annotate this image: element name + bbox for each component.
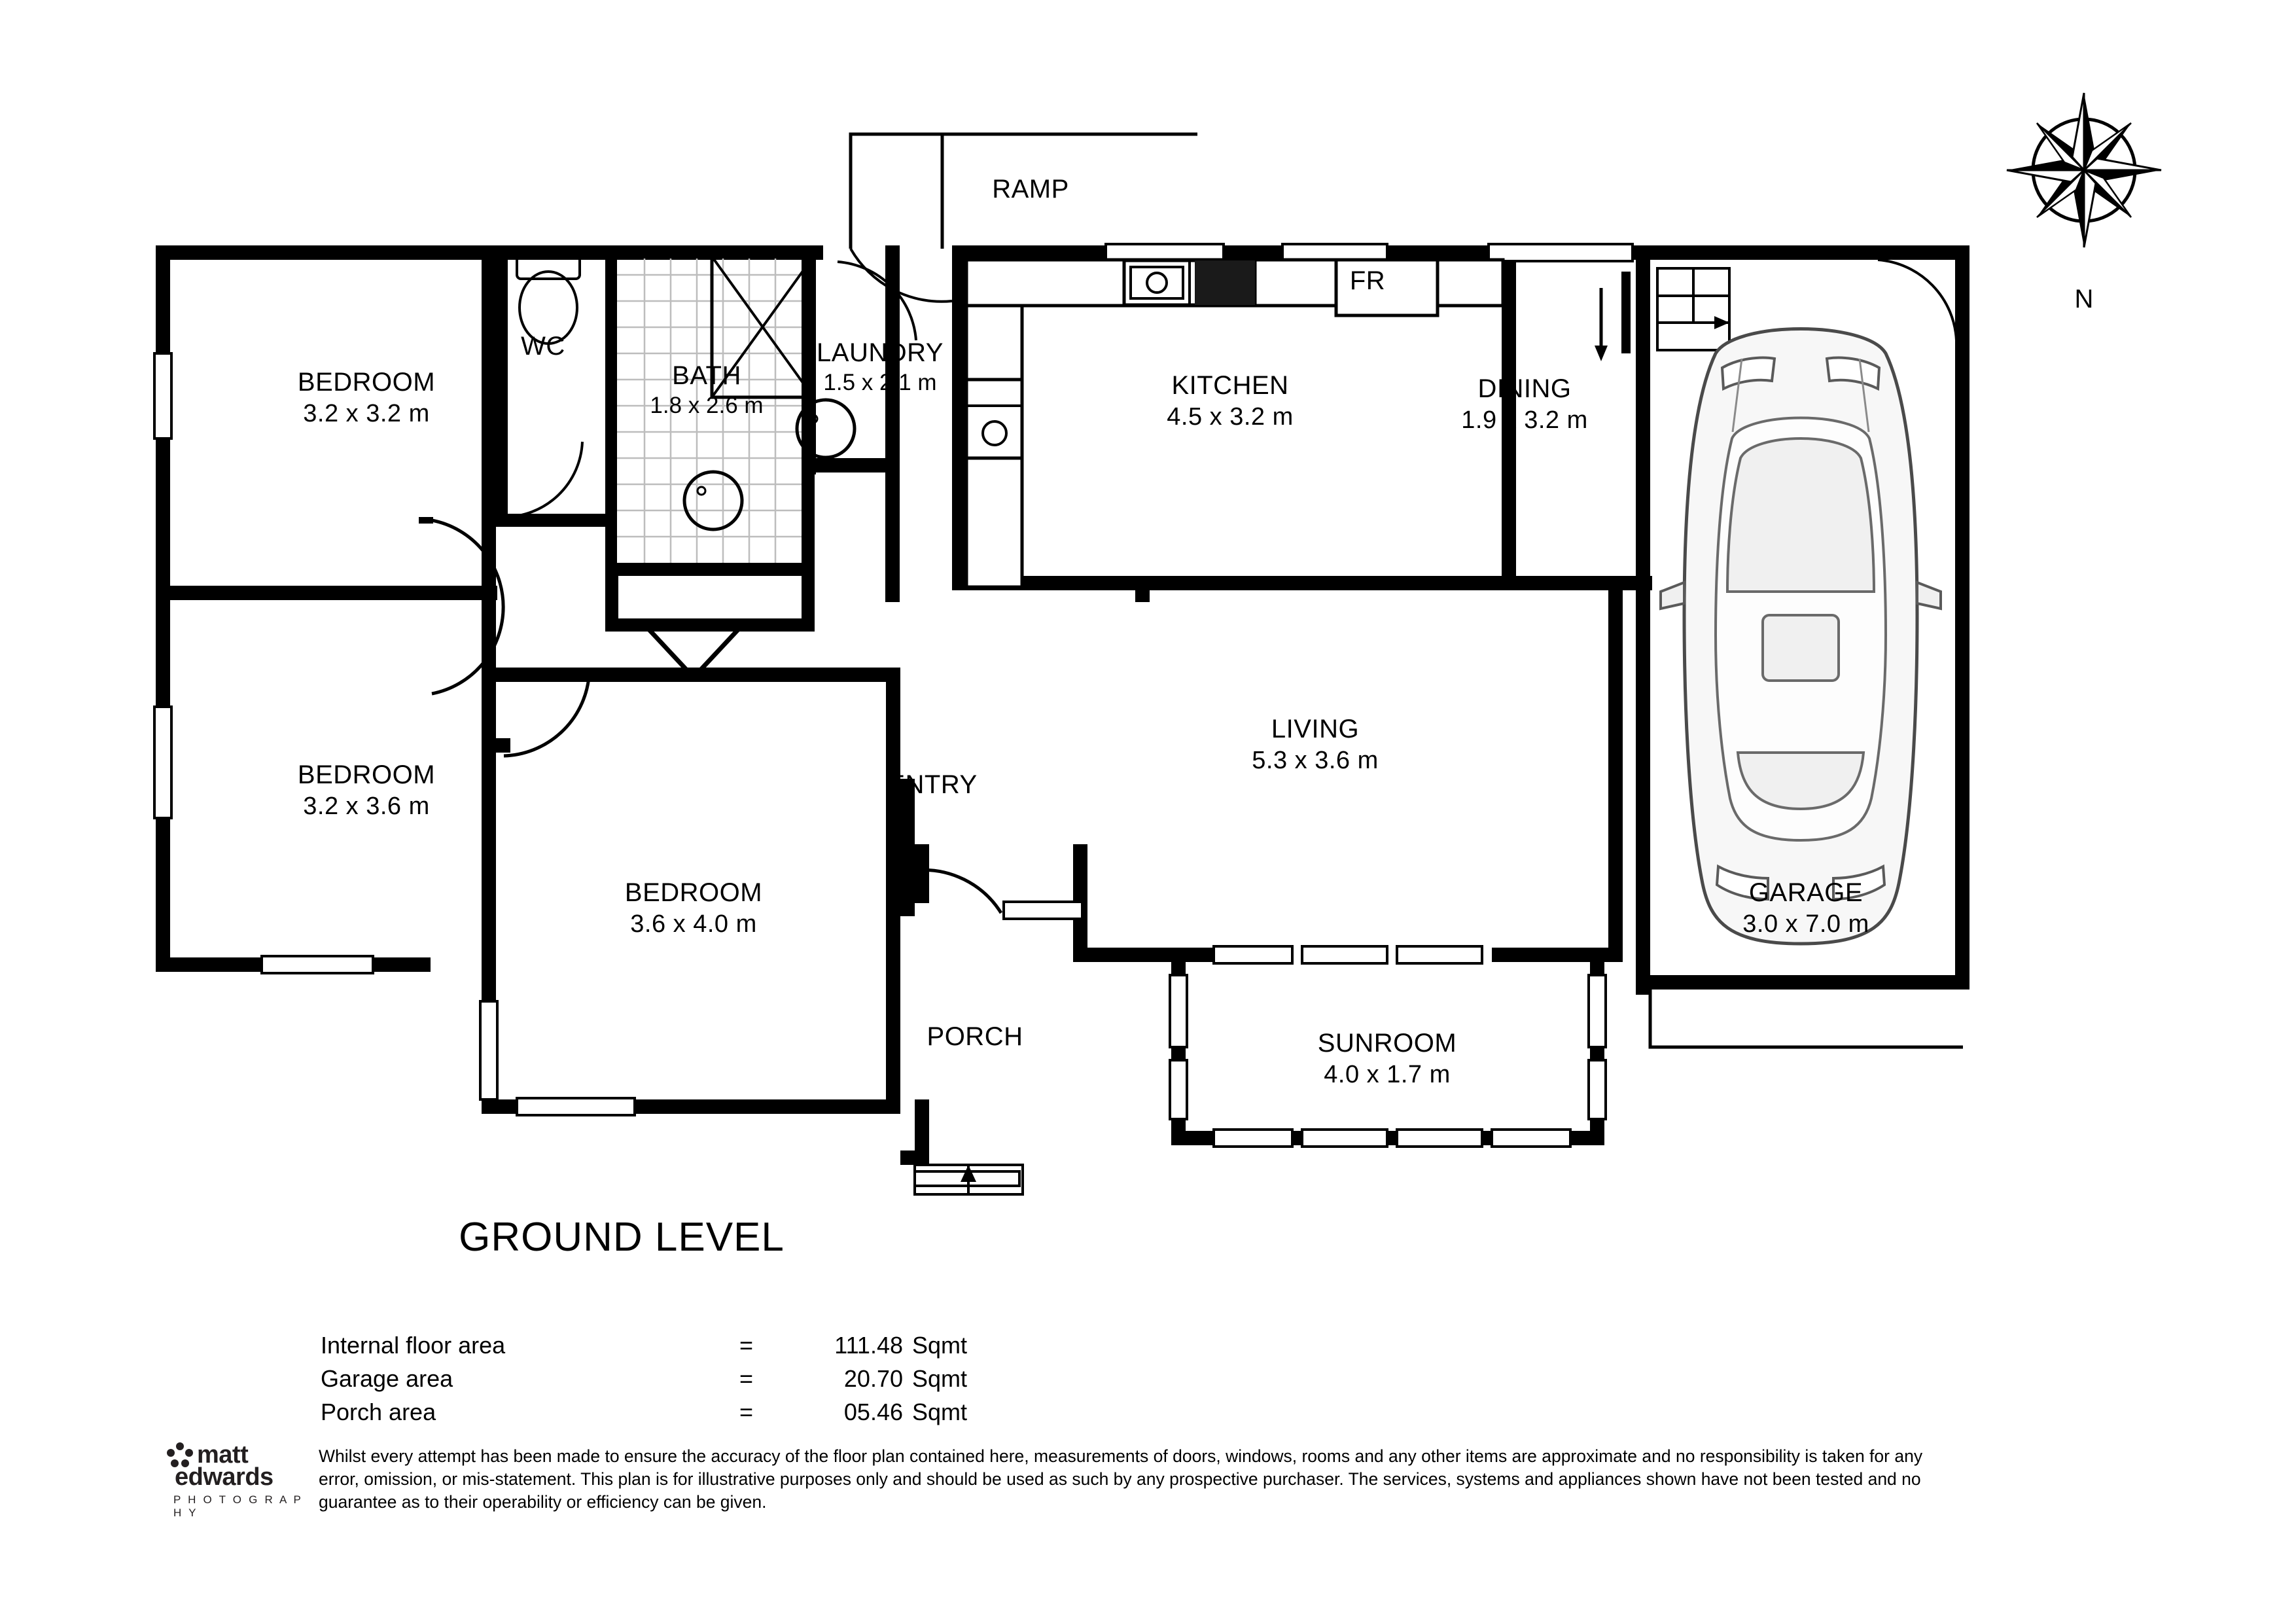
room-label-living: [1184, 713, 1446, 776]
area-schedule: [321, 1329, 967, 1429]
area-unit: Sqmt: [912, 1365, 968, 1393]
room-name: BATH: [672, 361, 741, 390]
room-dimension: 3.2 x 3.2 m: [303, 399, 430, 427]
room-label-entry: [818, 769, 1047, 801]
room-label-laundry: [772, 337, 988, 397]
area-unit: Sqmt: [912, 1399, 968, 1426]
room-dimension: 3.2 x 3.6 m: [303, 792, 430, 820]
room-dimension: 1.5 x 2.1 m: [823, 369, 937, 395]
room-label-bedroom-1: [236, 366, 497, 429]
area-row: [321, 1329, 967, 1362]
room-name: DINING: [1477, 374, 1572, 403]
room-name: LIVING: [1271, 715, 1360, 743]
logo-line-3: P H O T O G R A P H Y: [173, 1493, 303, 1519]
logo-line-1: matt: [197, 1441, 249, 1469]
room-name: SUNROOM: [1317, 1029, 1457, 1058]
room-name: BEDROOM: [624, 878, 763, 907]
dining-step: [1595, 268, 1729, 361]
room-dimension: 5.3 x 3.6 m: [1252, 746, 1379, 774]
area-row: [321, 1362, 967, 1395]
room-dimension: 4.0 x 1.7 m: [1324, 1060, 1451, 1088]
room-name: LAUNDRY: [817, 338, 944, 367]
compass-rose: [2007, 93, 2161, 247]
room-name: BEDROOM: [297, 368, 436, 397]
area-row: [321, 1395, 967, 1429]
car-illustration: [1661, 329, 1941, 944]
area-label: Garage area: [321, 1365, 453, 1393]
room-name: ENTRY: [887, 770, 978, 799]
area-equals: =: [739, 1399, 754, 1426]
disclaimer-text: Whilst every attempt has been made to ensure the accuracy of the floor plan contained here, measurements of doors, windows, rooms and any other items are approximate and no responsibility is taken for any error, omission, or mis-statement. This plan is for illustrative purposes only and should be used as such by any prospective purchaser. The services, systems and appliances shown have not been tested and no guarantee as to their operability or efficiency can be given.: [319, 1446, 1923, 1512]
room-name: FR: [1349, 266, 1386, 295]
appliance-label-fridge: [1315, 265, 1420, 297]
room-label-garage: [1675, 877, 1937, 939]
room-dimension: 1.9 x 3.2 m: [1461, 406, 1588, 434]
room-name: WC: [521, 332, 565, 361]
room-dimension: 3.0 x 7.0 m: [1742, 910, 1869, 938]
room-name: RAMP: [992, 175, 1069, 204]
room-name: KITCHEN: [1171, 371, 1289, 400]
room-label-sunroom: [1256, 1027, 1518, 1090]
area-value: 20.70: [843, 1365, 903, 1393]
room-dimension: 3.6 x 4.0 m: [630, 910, 757, 938]
room-label-bedroom-2: [236, 759, 497, 821]
room-label-bedroom-3: [563, 877, 824, 939]
room-label-porch: [860, 1021, 1089, 1053]
logo-line-2: edwards: [175, 1463, 274, 1491]
area-unit: Sqmt: [912, 1332, 968, 1359]
area-value: 05.46: [843, 1399, 903, 1426]
area-label: Porch area: [321, 1399, 436, 1426]
area-equals: =: [739, 1332, 754, 1359]
room-label-ramp: [916, 173, 1145, 205]
room-name: PORCH: [927, 1022, 1023, 1051]
room-dimension: 4.5 x 3.2 m: [1167, 402, 1294, 431]
area-value: 111.48: [834, 1332, 903, 1359]
page-title: GROUND LEVEL: [459, 1215, 785, 1260]
compass-north-label: N: [2074, 285, 2094, 313]
area-equals: =: [739, 1365, 754, 1393]
photographer-logo: [159, 1440, 313, 1518]
room-label-wc: [484, 330, 602, 363]
room-label-dining: [1394, 373, 1655, 435]
room-name: GARAGE: [1748, 878, 1863, 907]
room-label-kitchen: [1099, 370, 1361, 432]
room-name: BEDROOM: [297, 760, 436, 789]
area-label: Internal floor area: [321, 1332, 506, 1359]
room-dimension: 1.8 x 2.6 m: [650, 392, 764, 418]
